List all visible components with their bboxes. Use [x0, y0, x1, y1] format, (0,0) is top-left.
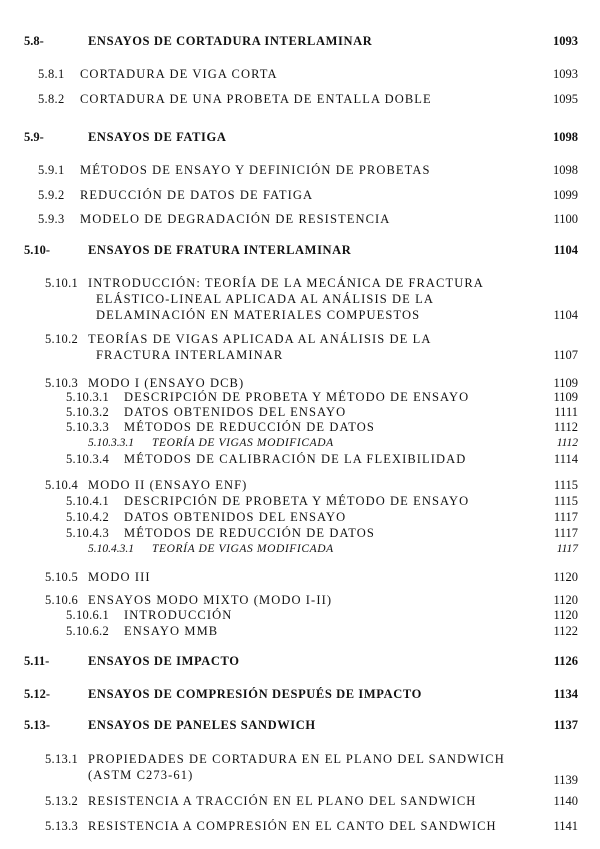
- section-title: MÉTODOS DE REDUCCIÓN DE DATOS: [124, 420, 375, 434]
- section-title-line: (ASTM C273-61): [88, 768, 194, 782]
- section-title: ENSAYOS DE CORTADURA INTERLAMINAR: [88, 34, 373, 48]
- section-number: 5.13-: [24, 718, 51, 732]
- section-title-line: FRACTURA INTERLAMINAR: [96, 348, 284, 362]
- page-number: 1104: [553, 308, 578, 322]
- section-number: 5.11-: [24, 654, 50, 668]
- page-number: 1114: [553, 452, 578, 466]
- page-number: 1104: [553, 243, 578, 257]
- section-number: 5.8.1: [38, 67, 65, 81]
- section-number: 5.10.3: [45, 376, 79, 390]
- page-number: 1134: [553, 687, 578, 701]
- section-number: 5.10.3.3.1: [88, 437, 134, 449]
- section-title: DESCRIPCIÓN DE PROBETA Y MÉTODO DE ENSAYO: [124, 494, 470, 508]
- section-title-line: INTRODUCCIÓN: TEORÍA DE LA MECÁNICA DE FRACTURA: [88, 276, 484, 290]
- section-title-line: TEORÍAS DE VIGAS APLICADA AL ANÁLISIS DE LA: [88, 332, 432, 346]
- section-number: 5.10.5: [45, 570, 79, 584]
- page-number: 1093: [553, 67, 578, 81]
- section-number: 5.13.3: [45, 819, 79, 833]
- page-number: 1120: [553, 593, 578, 607]
- page-number: 1120: [553, 570, 578, 584]
- page-number: 1112: [553, 420, 578, 434]
- section-title: CORTADURA DE VIGA CORTA: [80, 67, 278, 81]
- section-number: 5.10.2: [45, 332, 79, 346]
- page-number: 1117: [553, 526, 578, 540]
- section-number: 5.10.3.4: [66, 452, 110, 466]
- page-number: 1093: [553, 34, 578, 48]
- page-number: 1141: [553, 819, 578, 833]
- section-title: MÉTODOS DE ENSAYO Y DEFINICIÓN DE PROBETAS: [80, 163, 431, 177]
- section-title: ENSAYOS DE FATIGA: [88, 130, 227, 144]
- section-title: DESCRIPCIÓN DE PROBETA Y MÉTODO DE ENSAYO: [124, 390, 470, 404]
- page-number: 1099: [553, 188, 578, 202]
- section-title: MODO III: [88, 570, 151, 584]
- section-number: 5.10.4.1: [66, 494, 110, 508]
- section-title: MÉTODOS DE REDUCCIÓN DE DATOS: [124, 526, 375, 540]
- page-number: 1115: [553, 478, 578, 492]
- section-number: 5.8.2: [38, 92, 65, 106]
- section-title: MODO I (ENSAYO DCB): [88, 376, 245, 390]
- page-number: 1112: [556, 437, 578, 449]
- section-number: 5.10.6.2: [66, 624, 110, 638]
- section-number: 5.13.1: [45, 752, 79, 766]
- page-number: 1122: [553, 624, 578, 638]
- page-number: 1126: [553, 654, 578, 668]
- section-title: RESISTENCIA A COMPRESIÓN EN EL CANTO DEL SANDWICH: [88, 819, 497, 833]
- page-number: 1139: [553, 773, 578, 787]
- section-number: 5.10.1: [45, 276, 79, 290]
- section-number: 5.10.3.2: [66, 405, 110, 419]
- section-number: 5.8-: [24, 34, 44, 48]
- section-number: 5.9-: [24, 130, 44, 144]
- section-title: MODELO DE DEGRADACIÓN DE RESISTENCIA: [80, 212, 391, 226]
- section-title: DATOS OBTENIDOS DEL ENSAYO: [124, 510, 347, 524]
- section-title: RESISTENCIA A TRACCIÓN EN EL PLANO DEL SANDWICH: [88, 794, 477, 808]
- section-number: 5.13.2: [45, 794, 79, 808]
- page-number: 1109: [553, 390, 578, 404]
- section-title: TEORÍA DE VIGAS MODIFICADA: [152, 543, 334, 555]
- page-number: 1100: [553, 212, 578, 226]
- section-number: 5.10.3.1: [66, 390, 110, 404]
- page-number: 1098: [553, 163, 578, 177]
- section-title: ENSAYOS DE IMPACTO: [88, 654, 240, 668]
- page-number: 1117: [553, 510, 578, 524]
- page-number: 1115: [553, 494, 578, 508]
- section-number: 5.12-: [24, 687, 51, 701]
- section-number: 5.10.3.3: [66, 420, 110, 434]
- section-number: 5.10.6: [45, 593, 79, 607]
- section-number: 5.9.1: [38, 163, 65, 177]
- section-title: ENSAYOS DE PANELES SANDWICH: [88, 718, 316, 732]
- section-number: 5.10-: [24, 243, 51, 257]
- page-number: 1120: [553, 608, 578, 622]
- section-number: 5.9.3: [38, 212, 65, 226]
- page-number: 1098: [553, 130, 578, 144]
- section-title: DATOS OBTENIDOS DEL ENSAYO: [124, 405, 347, 419]
- section-number: 5.10.4.3.1: [88, 543, 134, 555]
- section-title-line: DELAMINACIÓN EN MATERIALES COMPUESTOS: [96, 308, 421, 322]
- section-number: 5.10.4: [45, 478, 79, 492]
- page-number: 1107: [553, 348, 578, 362]
- page-number: 1140: [553, 794, 578, 808]
- section-number: 5.10.6.1: [66, 608, 110, 622]
- section-title: ENSAYO MMB: [124, 624, 219, 638]
- section-title: ENSAYOS DE COMPRESIÓN DESPUÉS DE IMPACTO: [88, 687, 422, 701]
- section-title: TEORÍA DE VIGAS MODIFICADA: [152, 437, 334, 449]
- section-title: MODO II (ENSAYO ENF): [88, 478, 248, 492]
- section-title: CORTADURA DE UNA PROBETA DE ENTALLA DOBLE: [80, 92, 432, 106]
- section-title-line: PROPIEDADES DE CORTADURA EN EL PLANO DEL SANDWICH: [88, 752, 505, 766]
- section-title: MÉTODOS DE CALIBRACIÓN DE LA FLEXIBILIDAD: [124, 452, 467, 466]
- page-number: 1095: [553, 92, 578, 106]
- section-title: ENSAYOS MODO MIXTO (MODO I-II): [88, 593, 333, 607]
- page-number: 1111: [554, 405, 578, 419]
- page-number: 1137: [553, 718, 578, 732]
- page-number: 1117: [556, 543, 578, 555]
- section-title: ENSAYOS DE FRATURA INTERLAMINAR: [88, 243, 352, 257]
- section-title-line: ELÁSTICO-LINEAL APLICADA AL ANÁLISIS DE LA: [96, 292, 434, 306]
- section-title: INTRODUCCIÓN: [124, 608, 233, 622]
- section-number: 5.10.4.2: [66, 510, 110, 524]
- page-number: 1109: [553, 376, 578, 390]
- section-title: REDUCCIÓN DE DATOS DE FATIGA: [80, 188, 314, 202]
- section-number: 5.10.4.3: [66, 526, 110, 540]
- section-number: 5.9.2: [38, 188, 65, 202]
